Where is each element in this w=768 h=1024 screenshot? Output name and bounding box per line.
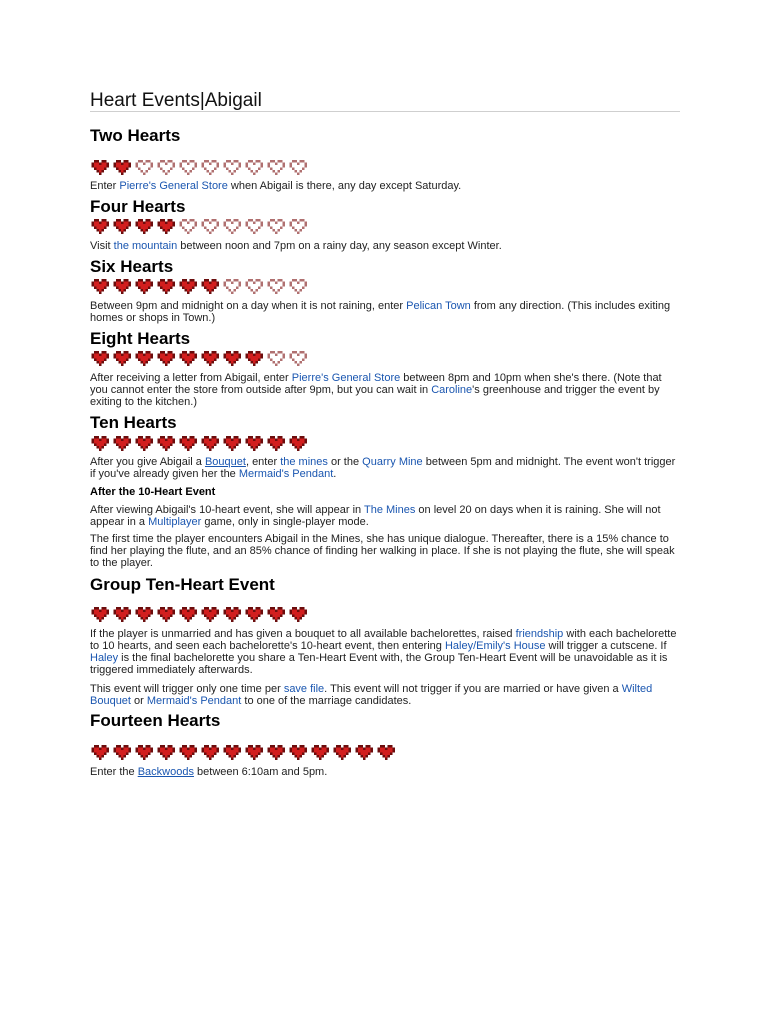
heart-filled-icon (112, 160, 132, 175)
heart-filled-icon (222, 745, 242, 760)
heart-empty-icon (200, 219, 220, 234)
link-haley-emilys-house[interactable]: Haley/Emily's House (444, 640, 546, 652)
text: with each bachelorette to 10 hearts, and seen each bachelorette's 10-heart event, then entering (90, 628, 677, 652)
link-multiplayer[interactable]: Multiplayer (148, 516, 202, 528)
heart-filled-icon (178, 436, 198, 451)
heart-filled-icon (90, 351, 110, 366)
heart-filled-icon (178, 279, 198, 294)
heart-filled-icon (288, 745, 308, 760)
heart-filled-icon (112, 745, 132, 760)
heart-empty-icon (288, 160, 308, 175)
title-divider (90, 111, 680, 112)
heart-filled-icon (222, 436, 242, 451)
subsection-text-flute: The first time the player encounters Abigail in the Mines, she has unique dialogue. Thereafter, there is a 15% chance to find her playing the flute, and an 85% chance of finding her walking in place. If she is not playing the flute, she will speak to the player. (90, 533, 675, 569)
text: from any direction. (This includes exiting homes or shops in Town.) (90, 300, 671, 324)
heart-filled-icon (112, 351, 132, 366)
link-haley[interactable]: Haley (90, 652, 119, 664)
link-mermaids-pendant[interactable]: Mermaid's Pendant (146, 695, 242, 707)
heart-filled-icon (244, 745, 264, 760)
heart-empty-icon (222, 160, 242, 175)
heart-empty-icon (134, 160, 154, 175)
section-text-fourteen-hearts (90, 766, 678, 778)
text: between 6:10am and 5pm. (193, 766, 328, 778)
text: to one of the marriage candidates. (241, 695, 412, 707)
heart-filled-icon (112, 279, 132, 294)
heart-filled-icon (90, 745, 110, 760)
heart-empty-icon (222, 279, 242, 294)
text: Enter the (90, 766, 138, 778)
heart-row-four-hearts (90, 219, 308, 235)
heart-filled-icon (332, 745, 352, 760)
link-backwoods[interactable]: Backwoods (137, 766, 194, 778)
heart-filled-icon (112, 607, 132, 622)
heart-filled-icon (90, 219, 110, 234)
text: Visit (90, 240, 114, 252)
link-the-mines[interactable]: the mines (280, 456, 328, 468)
heart-filled-icon (90, 279, 110, 294)
text: After you give Abigail a (90, 456, 205, 468)
text: Enter (90, 180, 120, 192)
section-text-group-save-file (90, 683, 678, 707)
section-title-fourteen-hearts: Fourteen Hearts (90, 711, 221, 730)
heart-filled-icon (156, 279, 176, 294)
heart-filled-icon (156, 351, 176, 366)
text: Between 9pm and midnight on a day when it is not raining, enter (90, 300, 407, 312)
heart-filled-icon (178, 607, 198, 622)
heart-empty-icon (266, 279, 286, 294)
section-title-two-hearts: Two Hearts (90, 126, 181, 145)
heart-filled-icon (222, 351, 242, 366)
heart-filled-icon (200, 279, 220, 294)
heart-filled-icon (200, 607, 220, 622)
heart-filled-icon (200, 436, 220, 451)
heart-empty-icon (178, 219, 198, 234)
heart-filled-icon (244, 436, 264, 451)
link-caroline[interactable]: Caroline (431, 384, 473, 396)
subsection-text-mines (90, 504, 678, 528)
link-the-mountain[interactable]: the mountain (113, 240, 178, 252)
heart-filled-icon (90, 607, 110, 622)
heart-filled-icon (134, 745, 154, 760)
heart-empty-icon (288, 219, 308, 234)
section-text-ten-hearts (90, 456, 678, 480)
text: If the player is unmarried and has given a bouquet to all available bachelorettes, raised (90, 628, 516, 640)
text: when Abigail is there, any day except Saturday. (227, 180, 462, 192)
section-text-two-hearts (90, 180, 678, 192)
text: between 5pm and midnight. The event won't trigger if you've already given her the (90, 456, 676, 480)
heart-filled-icon (112, 436, 132, 451)
section-title-eight-hearts: Eight Hearts (90, 329, 191, 348)
heart-filled-icon (134, 279, 154, 294)
section-title-group-ten-heart: Group Ten-Heart Event (90, 575, 275, 594)
subsection-title-after-10-heart: After the 10-Heart Event (90, 486, 216, 498)
text: or the (327, 456, 363, 468)
link-wilted-bouquet[interactable]: Wilted Bouquet (90, 683, 653, 707)
heart-filled-icon (134, 219, 154, 234)
heart-filled-icon (112, 219, 132, 234)
heart-filled-icon (178, 745, 198, 760)
heart-empty-icon (288, 279, 308, 294)
text: After viewing Abigail's 10-heart event, she will appear in (90, 504, 364, 516)
heart-filled-icon (156, 219, 176, 234)
text: game, only in single-player mode. (201, 516, 369, 528)
heart-row-group-ten-heart (90, 607, 308, 623)
section-text-eight-hearts (90, 372, 678, 408)
heart-empty-icon (156, 160, 176, 175)
heart-filled-icon (354, 745, 374, 760)
link-the-mines-level[interactable]: The Mines (364, 504, 416, 516)
page-title: Heart Events|Abigail (90, 90, 262, 111)
text: . (333, 468, 337, 480)
heart-filled-icon (134, 436, 154, 451)
heart-filled-icon (134, 351, 154, 366)
link-pelican-town[interactable]: Pelican Town (406, 300, 471, 312)
heart-filled-icon (244, 351, 264, 366)
text: . This event will not trigger if you are married or have given a (324, 683, 622, 695)
heart-filled-icon (288, 436, 308, 451)
heart-row-eight-hearts (90, 351, 308, 367)
heart-row-ten-hearts (90, 436, 308, 452)
text: between 8pm and 10pm when she's there. (Note that you cannot enter the store from outside after 9pm, but you can wait in (90, 372, 662, 396)
heart-empty-icon (266, 160, 286, 175)
link-friendship[interactable]: friendship (515, 628, 564, 640)
section-text-group-ten-heart (90, 628, 678, 676)
heart-empty-icon (266, 219, 286, 234)
text: is the final bachelorette you share a Ten-Heart Event with, the Group Ten-Heart Event will be unavoidable as it is triggered immediately afterwards. (90, 652, 668, 676)
text: will trigger a cutscene. If (545, 640, 667, 652)
heart-empty-icon (244, 160, 264, 175)
heart-filled-icon (156, 607, 176, 622)
link-pierres-general-store[interactable]: Pierre's General Store (119, 180, 228, 192)
heart-empty-icon (222, 219, 242, 234)
heart-filled-icon (376, 745, 396, 760)
heart-filled-icon (200, 745, 220, 760)
text: on level 20 on days when it is raining. She will not appear in a (90, 504, 661, 528)
heart-empty-icon (178, 160, 198, 175)
heart-filled-icon (266, 436, 286, 451)
heart-filled-icon (178, 351, 198, 366)
heart-filled-icon (156, 745, 176, 760)
link-pierres-general-store[interactable]: Pierre's General Store (291, 372, 401, 384)
link-mermaids-pendant[interactable]: Mermaid's Pendant (238, 468, 334, 480)
heart-empty-icon (288, 351, 308, 366)
section-title-four-hearts: Four Hearts (90, 197, 186, 216)
text: This event will trigger only one time per (90, 683, 284, 695)
link-save-file[interactable]: save file (283, 683, 325, 695)
section-text-six-hearts (90, 300, 678, 324)
heart-filled-icon (310, 745, 330, 760)
heart-filled-icon (244, 607, 264, 622)
heart-row-fourteen-hearts (90, 745, 396, 761)
heart-empty-icon (244, 219, 264, 234)
heart-empty-icon (266, 351, 286, 366)
heart-filled-icon (266, 745, 286, 760)
text: or (130, 695, 147, 707)
section-title-six-hearts: Six Hearts (90, 257, 174, 276)
heart-filled-icon (200, 351, 220, 366)
heart-row-two-hearts (90, 160, 308, 176)
heart-filled-icon (90, 436, 110, 451)
heart-row-six-hearts (90, 279, 308, 295)
link-bouquet[interactable]: Bouquet (204, 456, 246, 468)
heart-filled-icon (222, 607, 242, 622)
heart-filled-icon (288, 607, 308, 622)
text: 's greenhouse and trigger the event by exiting to the kitchen.) (90, 384, 660, 408)
link-quarry-mine[interactable]: Quarry Mine (362, 456, 423, 468)
heart-filled-icon (266, 607, 286, 622)
heart-empty-icon (244, 279, 264, 294)
section-title-ten-hearts: Ten Hearts (90, 413, 177, 432)
text: between noon and 7pm on a rainy day, any season except Winter. (177, 240, 502, 252)
heart-empty-icon (200, 160, 220, 175)
heart-filled-icon (134, 607, 154, 622)
text: After receiving a letter from Abigail, enter (90, 372, 292, 384)
heart-filled-icon (90, 160, 110, 175)
heart-filled-icon (156, 436, 176, 451)
section-text-four-hearts (90, 240, 678, 252)
text: , enter (245, 456, 281, 468)
